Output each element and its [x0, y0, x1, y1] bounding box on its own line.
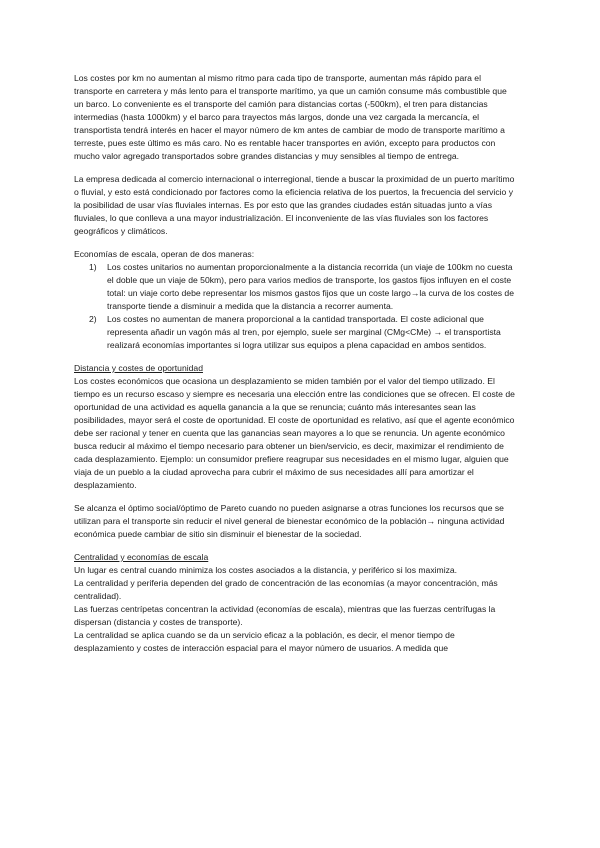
paragraph-ports: La empresa dedicada al comercio internacional o interregional, tiende a buscar la proximidad de un puerto marítimo o fluvial, y esto está condicionado por factores como la eficiencia relativa de los puertos, la frecuencia del servicio y la posibilidad de usar vías fluviales internas. Es por esto que las grandes ciudades están situadas junto a vías fluviales, lo que conlleva a una mayor industrialización. El inconveniente de las vías fluviales son los factores geográficos y climáticos.: [74, 174, 515, 236]
economies-list: [74, 261, 516, 352]
paragraph-centrality-periphery: La centralidad y periferia dependen del grado de concentración de las economías (a mayor concentración, más centralidad).: [74, 578, 498, 601]
list-item: [74, 261, 516, 313]
paragraph-central-place: Un lugar es central cuando minimiza los costes asociados a la distancia, y periférico si los maximiza.: [74, 565, 458, 575]
paragraph-centrality-service: La centralidad se aplica cuando se da un servicio eficaz a la población, es decir, el menor tiempo de desplazamiento y costes de interacción espacial para el mayor número de usuarios. A medida que: [74, 630, 455, 653]
paragraph-pareto: Se alcanza el óptimo social/óptimo de Pareto cuando no pueden asignarse a otras funciones los recursos que se utilizan para el transporte sin reducir el nivel general de bienestar económico de la población→ ninguna actividad económica puede cambiar de sitio sin disminuir el bienestar de la sociedad.: [74, 503, 505, 539]
list-item-text: Los costes unitarios no aumentan proporcionalmente a la distancia recorrida (un viaje de 100km no cuesta el doble que un viaje de 50km), pero para varios medios de transporte, los gastos fijos influyen en el coste total: un viaje corto debe representar los mismos gastos fijos que un coste largo→la curva de los costes de transporte tiende a disminuir a medida que la distancia a recorrer aumenta.: [107, 262, 514, 311]
paragraph-forces: Las fuerzas centrípetas concentran la actividad (economías de escala), mientras que las fuerzas centrífugas la dispersan (distancia y costes de transporte).: [74, 604, 496, 627]
list-item: [74, 313, 516, 352]
list-number: 2): [89, 314, 97, 324]
list-item-text: Los costes no aumentan de manera proporcional a la cantidad transportada. El coste adicional que representa añadir un vagón más al tren, por ejemplo, suele ser marginal (CMg<CMe) → el transportista realizará economías importantes si logra utilizar sus equipos a plena capacidad en ambos sentidos.: [107, 314, 501, 350]
paragraph-opportunity-cost: Los costes económicos que ocasiona un desplazamiento se miden también por el valor del tiempo utilizado. El tiempo es un recurso escaso y siempre es necesaria una elección entre las condiciones que se ofrecen. El coste de oportunidad de una actividad es aquella ganancia a la que se renuncia; cuánto más interesantes sean las posibilidades, mayor será el coste de oportunidad. El coste de oportunidad es relativo, así que el agente económico debe ser racional y tener en cuenta que las ganancias sean mayores a lo que se renuncia. Un agente económico busca reducir al máximo el tiempo necesario para obtener un bien/servicio, es decir, maximizar el rendimiento de cada desplazamiento. Ejemplo: un consumidor prefiere reagrupar sus necesidades en el mismo lugar, alguien que viaja de un pueblo a la ciudad aprovecha para cubrir el máximo de sus necesidades allí para amortizar el desplazamiento.: [74, 376, 515, 490]
list-number: 1): [89, 262, 97, 272]
paragraph-transport-costs: Los costes por km no aumentan al mismo ritmo para cada tipo de transporte, aumentan más rápido para el transporte en carretera y más lento para el transporte marítimo, ya que un camión consume más combustible que un barco. Lo conveniente es el transporte del camión para distancias cortas (-500km), el tren para distancias intermedias (hasta 1000km) y el barco para trayectos más largos, donde una vez cargada la mercancía, el transportista tendrá interés en hacer el mayor número de km antes de cambiar de modo de transporte marítimo a terreste, pues este último es más caro. No es rentable hacer transportes en avión, excepto para productos con mucho valor agregado transportados sobre grandes distancias y muy sensibles al tiempo de entrega.: [74, 73, 507, 161]
section-title-distance: Distancia y costes de oportunidad: [74, 363, 203, 373]
paragraph-economies-intro: Economías de escala, operan de dos maneras:: [74, 249, 255, 259]
section-title-centrality: Centralidad y economías de escala: [74, 552, 209, 562]
